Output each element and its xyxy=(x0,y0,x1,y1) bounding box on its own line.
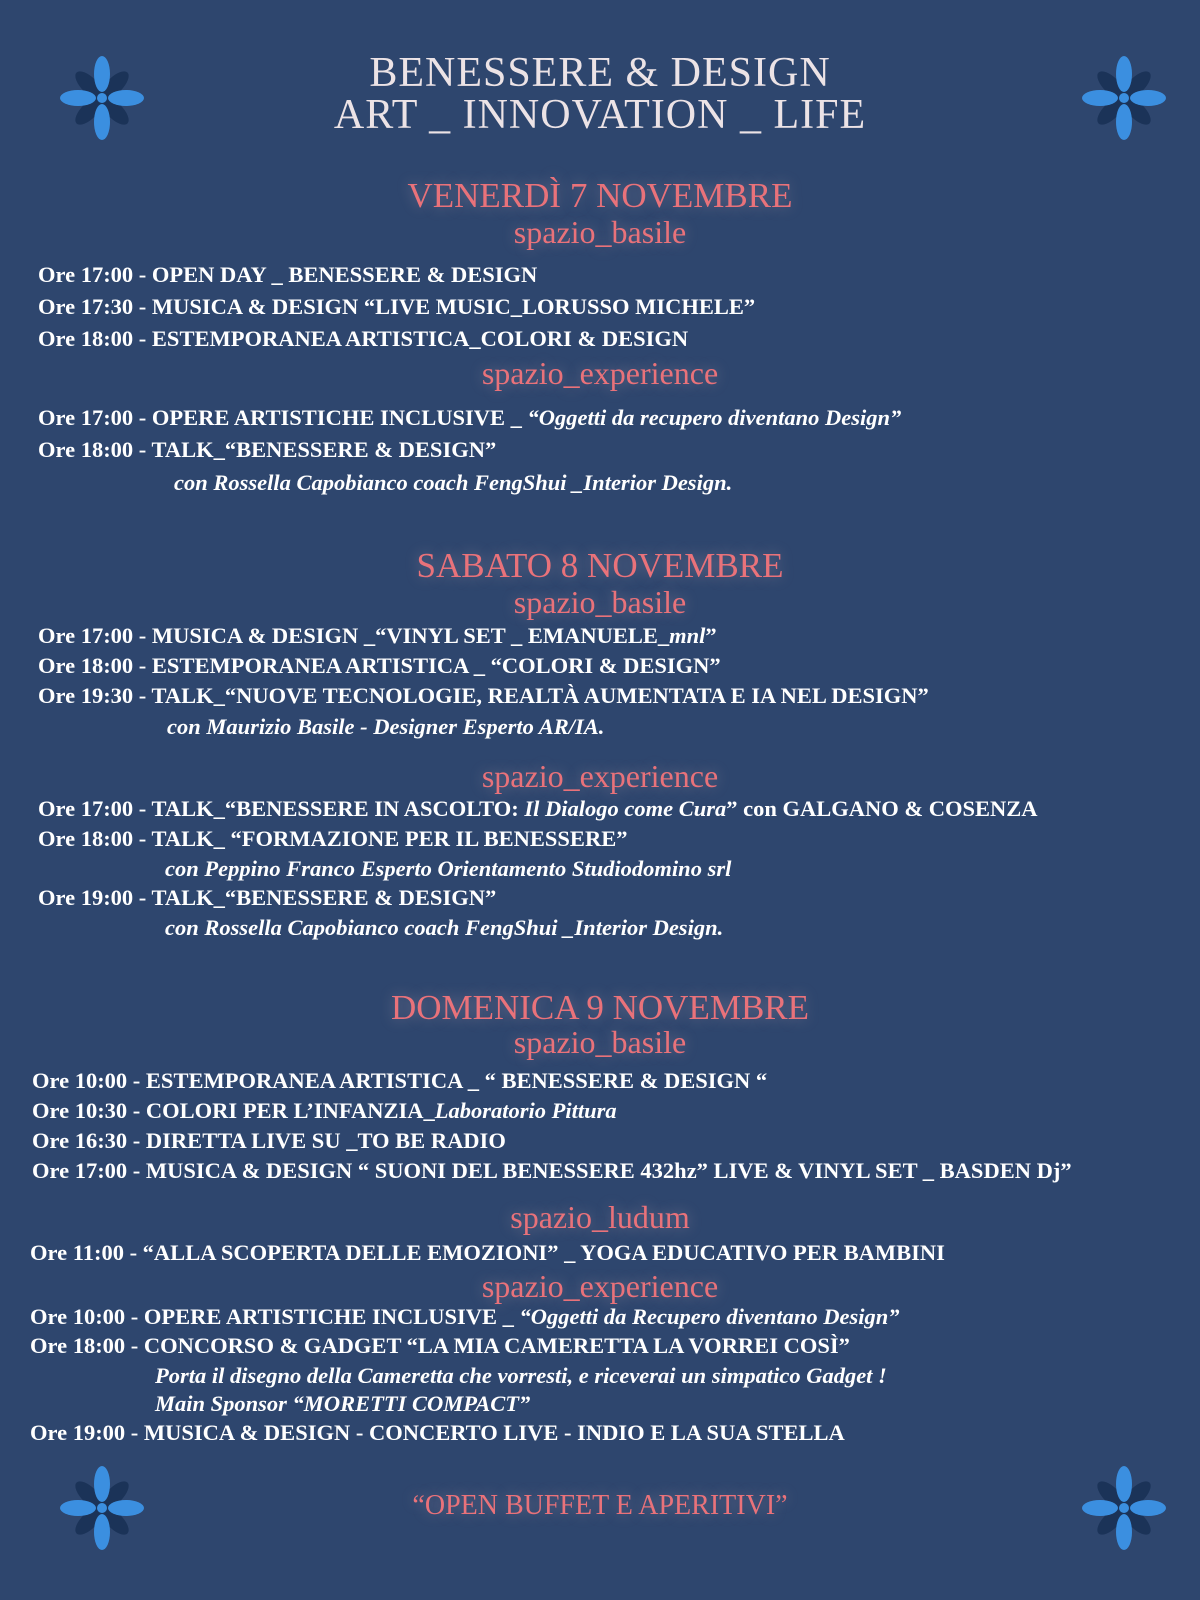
event-line: Ore 18:00 - CONCORSO & GADGET “LA MIA CAMERETTA LA VORREI COSÌ” xyxy=(30,1333,850,1358)
event-line: Ore 17:00 - OPEN DAY _ BENESSERE & DESIGN xyxy=(38,262,538,287)
event-line: Ore 19:00 - TALK_“BENESSERE & DESIGN” xyxy=(38,885,497,910)
event-line: Ore 19:30 - TALK_“NUOVE TECNOLOGIE, REALTÀ AUMENTATA E IA NEL DESIGN” xyxy=(38,683,929,708)
event-line: Ore 17:00 - TALK_“BENESSERE IN ASCOLTO: Il Dialogo come Cura” con GALGANO & COSENZA xyxy=(38,796,1038,821)
space-heading: spazio_experience xyxy=(481,758,719,794)
event-line: Ore 16:30 - DIRETTA LIVE SU _TO BE RADIO xyxy=(32,1128,506,1153)
day-heading: DOMENICA 9 NOVEMBRE xyxy=(390,988,810,1027)
event-line: Ore 10:00 - ESTEMPORANEA ARTISTICA _ “ BENESSERE & DESIGN “ xyxy=(32,1068,768,1093)
event-line: Ore 18:00 - TALK_ “FORMAZIONE PER IL BENESSERE” xyxy=(38,826,628,851)
page-subtitle: ART _ INNOVATION _ LIFE xyxy=(333,92,867,138)
event-line: Ore 18:00 - ESTEMPORANEA ARTISTICA _ “COLORI & DESIGN” xyxy=(38,653,721,678)
event-line: Ore 10:00 - OPERE ARTISTICHE INCLUSIVE _ “Oggetti da Recupero diventano Design” xyxy=(30,1304,900,1329)
event-line: Ore 17:00 - MUSICA & DESIGN _“VINYL SET _ EMANUELE_mnl” xyxy=(38,623,717,648)
space-heading: spazio_basile xyxy=(513,1024,687,1060)
event-line: Ore 17:00 - OPERE ARTISTICHE INCLUSIVE _ “Oggetti da recupero diventano Design” xyxy=(38,405,902,430)
footer-note: “OPEN BUFFET E APERITIVI” xyxy=(412,1490,788,1521)
day-heading: VENERDÌ 7 NOVEMBRE xyxy=(407,176,793,215)
event-line: Ore 18:00 - TALK_“BENESSERE & DESIGN” xyxy=(38,437,497,462)
event-detail: con Rossella Capobianco coach FengShui _Interior Design. xyxy=(165,915,724,940)
event-detail: con Maurizio Basile - Designer Esperto AR/IA. xyxy=(167,714,605,739)
event-detail: con Rossella Capobianco coach FengShui _Interior Design. xyxy=(174,470,733,495)
space-heading: spazio_experience xyxy=(481,1268,719,1304)
event-detail: con Peppino Franco Esperto Orientamento Studiodomino srl xyxy=(165,856,732,881)
event-detail: Porta il disegno della Cameretta che vorresti, e riceverai un simpatico Gadget ! xyxy=(155,1363,887,1388)
space-heading: spazio_experience xyxy=(481,355,719,391)
event-line: Ore 19:00 - MUSICA & DESIGN - CONCERTO LIVE - INDIO E LA SUA STELLA xyxy=(30,1420,845,1445)
event-detail: Main Sponsor “MORETTI COMPACT” xyxy=(155,1391,531,1416)
event-line: Ore 10:30 - COLORI PER L’INFANZIA_Laboratorio Pittura xyxy=(32,1098,617,1123)
space-heading: spazio_ludum xyxy=(510,1199,690,1235)
event-line: Ore 18:00 - ESTEMPORANEA ARTISTICA_COLORI & DESIGN xyxy=(38,326,689,351)
day-heading: SABATO 8 NOVEMBRE xyxy=(416,546,784,585)
space-heading: spazio_basile xyxy=(513,214,687,250)
event-line: Ore 17:30 - MUSICA & DESIGN “LIVE MUSIC_LORUSSO MICHELE” xyxy=(38,294,756,319)
page-title: BENESSERE & DESIGN xyxy=(369,50,831,96)
space-heading: spazio_basile xyxy=(513,584,687,620)
event-line: Ore 11:00 - “ALLA SCOPERTA DELLE EMOZIONI” _ YOGA EDUCATIVO PER BAMBINI xyxy=(30,1240,945,1265)
event-line: Ore 17:00 - MUSICA & DESIGN “ SUONI DEL BENESSERE 432hz” LIVE & VINYL SET _ BASDEN Dj” xyxy=(32,1158,1072,1183)
